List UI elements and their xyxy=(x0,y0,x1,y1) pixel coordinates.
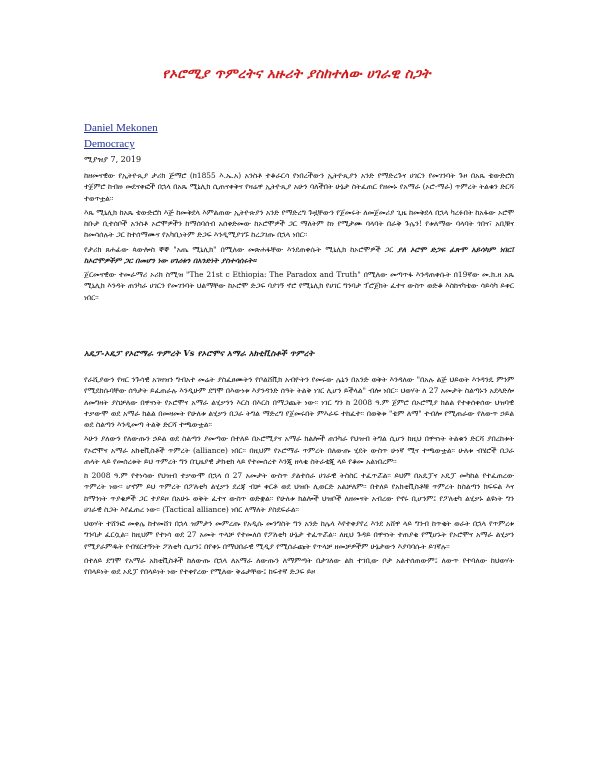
paragraph: ጀርመናዊው ተመራማሪ ኦሪክ ስሚዝ "The 21st c Ethiopia: The Paradox and Truth" በሚለው መጣጥፋ እንዳጠቀሱት በ19ኛው መ.ክ.ዘ አጼ ሚኒሊክ እንዳት ጠንካራ ሀገርን የመገንባት ህልማቸው ከኦሮሞ ድጋፍ ባያገኝ ኖሮ የሚኒሊክ የሀገር ግንባታ ፕሮጀክት ፈተና ውስጥ ወድቆ እስከናካቴው ሳይሳካ ይቀር ነበር፡፡ xyxy=(84,270,514,302)
paragraph: የራሺያውን የዛር ንጉሳዊ አገዛዝን ግብአተ መሬት ያስፈፀሙትን የቦልሸቪክ አብዮትን የመሩው ሌኒን በአንድ ወቅት እንዳለው "በአሉ ልጅ ህይወት እንዳንዴ ምንም የሚደከሱባቸው ሰዓታት ይፈጠራሉ እንዲሁም ደግሞ በእውነቱ እያንዳንድ ሰዓት ትልቅ ነገር ሊሆን ይችላል" ብሎ ነበር፡፡ ህወሃት ለ 27 አመታት ስልጣኑን አደላድሎ ለመግዛት ያስቻለው በዋናነት የኦሮሞና አማራ ልሂቃንን እርስ በእርስ በማጋጨት ነው፡፡ ነገር ግን ከ 2008 ዓ.ም ጀምሮ በኦሮሚያ ክልል የተቀሰቀሰው ህዝባዊ ተቃውሞ ወደ አማራ ክልል በመዛመት የሁለቱ ልሂቃን በጋራ ትግል ማድረግ የጀመሩበት ምእራፍ ተከፈተ፡፡ በወቅቱ "ቴም ለማ" ተብሎ የሚጠራው የለውጥ ኃይል ወደ ስልጣን እንዲመጣ ትልቅ ድርሻ ተጫውቷል፡፡ xyxy=(84,375,514,429)
paragraph: እሁን ያለውን የለውጡን ኃይል ወደ ስልጣን ያመጣው በተለይ በኦሮሚያና አማራ ክልሎች ጠንካራ የህዝብ ትግል ሲሆን ከዚህ በዋናነት ትልቁን ድርሻ ያበረከቱት የኦሮሞና አማራ አክቲቪስቶች ጥምረት (alliance) ነበር፡፡ በዚህም የኦሮማራ ጥምረት በለውጡ ሂደት ውስጥ ሁነኛ ሚና ተጫውቷል፡፡ ሁለቱ ብሄሮች በጋራ ጠላት ላይ የመሰረቱት ይህ ጥምረት ግን በጊዜያዊ ታክቲክ ላይ የተመሰረተ እንጂ ዘላቂ ስትራቴጂ ላይ የቆመ አልነበረም፡፡ xyxy=(84,434,514,466)
category-link[interactable]: Democracy xyxy=(84,138,135,150)
article-title: የኦሮሚያ ጥምረትና አዙሪት ያስከተለው ሀገራዊ ስጋት xyxy=(162,66,431,82)
section-heading: አዴፓ-ኦዴፓ የኦሮማራ ጥምረት Vs የኦሮሞና አማራ አክቲቪስቶች ጥምረት xyxy=(84,348,315,358)
paragraph: በተለይ ደግሞ የአማራ አክቲቪስቶች ከለውጡ በኋላ ለአማራ ለውጡን ለማምጣት በታገለው ልክ ተገቢው ቦታ አልተሰጠውም፤ ለውጥ የተባለው ከህወሃት የበላይነት ወደ ኦዴፓ የበላይነት ነው የተቀየረው የሚለው ቅሬታቸው፤ ከፍተኛ ድጋፍ ይዞ xyxy=(84,555,514,576)
paragraph: እጼ ሚኒሊክ ከአጼ ቴውድሮስ እጅ ከመቅደላ እምልጠው ኢትዮጵያን አንድ የማድረግ ጉዟቸውን የጀመሩት ለመጀመሪያ ጊዜ ከመቅደላ በኋላ ካረፉበት ከአፋው ኦሮሞ ከቡታ ቢተሰቦች አንስቶ ኦሮሞዎችን ከማሰባሰብ አሰቀድመው ከኦሮሞዎች ጋር ማለትም ከነ የሚታሙ ባላባት በራቅ ጉሌን! የቱለማው ባላባት ጎበና፣ አቢቹና ከመሳሰሉት ጋር ከተሰማሙና የአካቢነትም ድጋፍ እንዲሚያገኙ ከረጋገጡ በኋላ ነበር፡፡ xyxy=(84,207,514,240)
paragraph: የታሪክ ጸሐፊው ጳውሎስ ኞኞ "አጤ ሚኒሊክ" በሚለው መጽሐፋቸው እንደጠቀሱት ሚኒሊክ ከኦሮሞዎች ጋር ያለ ኦሮሞ ድጋፍ ፈጽሞ አይሳካም ነበር፤ ከኦሮሞዎችም ጋር በመሆን ነው ሀገሪቱን በአንድነት ያስተሳሰሩት፡፡ xyxy=(84,244,514,265)
paragraph: ከ 2008 ዓ.ም የተነሳው የህዝብ ተቃውሞ በኋላ በ 27 አመታት ውስጥ ያልተሰራ ሀገራዊ ትስስር ተፈጥሯል፡፡ ይህም በአዴፓና ኦዴፓ መካከል የተፈጠረው ጥምረት ነው፡፡ ሆኖም ይህ ጥምረት በፖለቲካ ልሂቃን ደረጃ ብቻ ቀርቶ ወደ ህዝቡ ሊወርድ አልቻለም፡፡ በተለይ የአክቲቪስቶቹ ጥምረት ከስልጣን ክፍፍል እና ከማንነት ጥያቄዎች ጋር ተያይዞ በአሁኑ ወቅት ፈተና ውስጥ ወድቋል፡፡ የሁለቱ ክልሎች ህዝቦች ለዘመናት አብረው የኖሩ ቢሆንም፤ የፖለቲካ ልሂቃኑ ልዩነት ግን ሀገራዊ ስጋት እየፈጠረ ነው፡፡ (Tactical alliance) ነበር ለማለት ያስደፍራል፡፡ xyxy=(84,471,514,514)
author-link[interactable]: Daniel Mekonen xyxy=(84,122,158,134)
highlighted-quote: ያለ ኦሮሞ ድጋፍ ፈጽሞ አይሳካም ነበር፤ ከኦሮሞዎችም ጋር በመሆን ነው ሀገሪቱን በአንድነት ያስተሳሰሩት፡፡ xyxy=(84,244,514,265)
paragraph: ህወሃት ተሸንፎ መቀሌ ከተመሸገ በኋላ ዝምታን መምረጡ የአዲሱ መንግስት ግን አንድ ከሌላ እየተቀያየረ እንደ አሸዋ ላይ ግንብ ከጥቂት ወራት በኋላ የጥምረቱ ግንባታ ፈርሷል፡፡ ከዚህም የተነሳ ወደ 27 አመት ጥላቻ የተመለሰ የፖለቲካ ሁኔታ ተፈጥሯል፡፡ ለዚህ ጉዳይ በዋናነት ተጠያቂ የሚሆኑት የኦሮሞና አማራ ልሂቃን የሚያራምዱት የብሄርተኝነት ፖለቲካ ሲሆን፤ በየቀኑ በማህበራዊ ሚዲያ የሚሰራጩት የጥላቻ ዘመቻዎችም ሁኔታውን እያባባሱት ይገኛሉ፡፡ xyxy=(84,519,514,551)
paragraph: ከዘመናዊው የኢትዮጲያ ታሪክ ጅማሮ (ከ1855 እ.ኤ.አ) አንስቶ ተቆራርሳ የነበረችውን ኢትዮጲያን አንድ የማድረጉና ሀገርን የመገንባት ጉዞ በአጼ ቴውድሮስ ተጀምሮ ከብዙ መደናቀፎች በኋላ በአጼ ሚኒሊክ ሲጠናቀቅና የዛሬዋ ኢትዮጲያ አሁን ባለችበት ሁኔታ ስትፈጠር የዘመኑ የአማራ (ኦሮ-ማራ) ጥምረት ትልቁን ድርሻ ተወጥቷል፡፡ xyxy=(84,171,514,203)
section-body xyxy=(84,374,514,580)
publish-date: ሚያዝያ 7, 2019 xyxy=(84,155,142,164)
intro-body xyxy=(84,170,514,306)
